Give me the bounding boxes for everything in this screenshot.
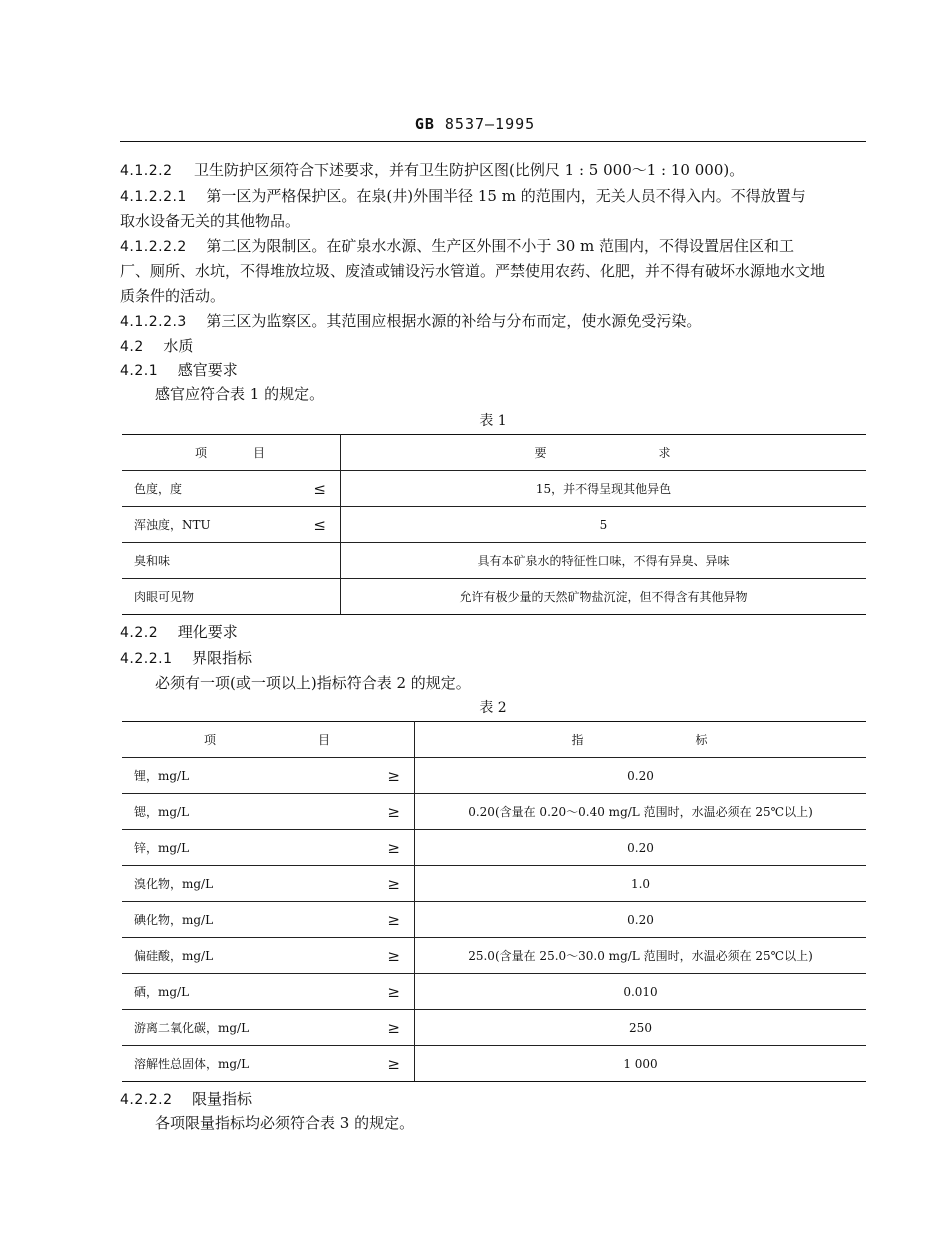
row-item: 偏硅酸，mg/L ≥ [122,938,415,974]
table-row [122,830,866,866]
row-item: 游离二氧化碳，mg/L ≥ [122,1010,415,1046]
row-value: 250 [415,1010,867,1046]
table-row [122,1010,866,1046]
document-header [0,115,950,133]
comparison-symbol: ≥ [387,1054,400,1073]
section-4-2-2 [120,619,870,646]
clause-number: 4.1.2.2.2 [120,239,187,255]
comparison-symbol: ≥ [387,874,400,893]
clause-text: 质条件的活动。 [120,287,226,305]
row-item: 锶，mg/L ≥ [122,794,415,830]
section-title: 限量指标 [192,1090,253,1108]
row-value: 0.20 [415,830,867,866]
clause-number: 4.1.2.2 [120,163,173,179]
clause-text: 第二区为限制区。在矿泉水水源、生产区外围不小于 30 m 范围内，不得设置居住区和工 [206,237,795,255]
row-value: 15，并不得呈现其他异色 [341,471,867,507]
header-indicator: 指 标 [415,722,867,758]
comparison-symbol: ≥ [387,946,400,965]
section-body: 必须有一项(或一项以上)指标符合表 2 的规定。 [155,674,471,692]
comparison-symbol: ≥ [387,1018,400,1037]
row-item: 肉眼可见物 [122,579,341,615]
clause-text: 卫生防护区须符合下述要求，并有卫生防护区图(比例尺 1 : 5 000～1 : 10 000)。 [194,161,745,179]
comparison-symbol: ≤ [313,479,326,498]
row-item: 锌，mg/L ≥ [122,830,415,866]
row-item: 锂，mg/L ≥ [122,758,415,794]
header-requirement: 要 求 [341,435,867,471]
comparison-symbol: ≤ [313,515,326,534]
table-row [122,471,866,507]
section-4-2-2-1 [120,645,870,672]
clause-4-1-2-2 [120,157,870,184]
row-item: 溶解性总固体，mg/L ≥ [122,1046,415,1082]
comparison-symbol: ≥ [387,982,400,1001]
row-value: 允许有极少量的天然矿物盐沉淀，但不得含有其他异物 [341,579,867,615]
table-2 [122,721,866,1082]
clause-continuation [120,283,870,309]
header-item: 项 目 [122,435,341,471]
clause-number: 4.2 [120,339,144,355]
clause-number: 4.2.2.2 [120,1092,173,1108]
table-header-row [122,722,866,758]
section-4-2-2-2 [120,1086,870,1113]
clause-continuation [120,258,870,284]
row-item: 溴化物，mg/L ≥ [122,866,415,902]
section-4-2-1 [120,357,870,384]
row-value: 1 000 [415,1046,867,1082]
row-item: 臭和味 [122,543,341,579]
comparison-symbol: ≥ [387,838,400,857]
table-row [122,974,866,1010]
section-title: 理化要求 [177,623,238,641]
row-item: 碘化物，mg/L ≥ [122,902,415,938]
clause-number: 4.1.2.2.1 [120,189,187,205]
row-value: 具有本矿泉水的特征性口味，不得有异臭、异味 [341,543,867,579]
clause-text: 第一区为严格保护区。在泉(井)外围半径 15 m 的范围内，无关人员不得入内。不得放置与 [206,187,806,205]
clause-number: 4.1.2.2.3 [120,314,187,330]
table-2-caption: 表 2 [479,700,507,716]
row-value: 0.20 [415,902,867,938]
row-item: 硒，mg/L ≥ [122,974,415,1010]
clause-4-1-2-2-1 [120,183,870,210]
header-rule [120,141,866,142]
clause-4-1-2-2-2 [120,233,870,260]
comparison-symbol: ≥ [387,766,400,785]
table-1 [122,434,866,615]
clause-number: 4.2.1 [120,363,159,379]
section-title: 界限指标 [192,649,253,667]
row-value: 0.20 [415,758,867,794]
row-item: 色度，度 ≤ [122,471,341,507]
table-row [122,507,866,543]
table-header-row [122,435,866,471]
table-row [122,902,866,938]
table-row [122,866,866,902]
section-body: 各项限量指标均必须符合表 3 的规定。 [155,1114,415,1132]
table-row [122,579,866,615]
comparison-symbol: ≥ [387,802,400,821]
header-item: 项 目 [122,722,415,758]
table-1-caption: 表 1 [479,413,507,429]
clause-number: 4.2.2.1 [120,651,173,667]
row-value: 0.010 [415,974,867,1010]
row-value: 1.0 [415,866,867,902]
clause-text: 第三区为监察区。其范围应根据水源的补给与分布而定，使水源免受污染。 [206,312,702,330]
table-row [122,1046,866,1082]
table-row [122,938,866,974]
table-row [122,543,866,579]
clause-text: 厂、厕所、水坑，不得堆放垃圾、废渣或铺设污水管道。严禁使用农药、化肥，并不得有破坏水源地水文地 [120,262,826,280]
row-item: 浑浊度，NTU ≤ [122,507,341,543]
clause-text: 取水设备无关的其他物品。 [120,212,301,230]
section-4-2 [120,333,870,360]
row-value: 0.20(含量在 0.20～0.40 mg/L 范围时，水温必须在 25℃以上) [415,794,867,830]
row-value: 5 [341,507,867,543]
section-title: 水质 [163,337,194,355]
table-row [122,794,866,830]
clause-4-1-2-2-3 [120,308,870,335]
section-title: 感官要求 [177,361,238,379]
standard-prefix: GB [414,115,435,133]
comparison-symbol: ≥ [387,910,400,929]
standard-code: 8537—1995 [444,115,536,133]
table-row [122,758,866,794]
clause-continuation [120,208,870,234]
row-value: 25.0(含量在 25.0～30.0 mg/L 范围时，水温必须在 25℃以上) [415,938,867,974]
clause-number: 4.2.2 [120,625,159,641]
section-body: 感官应符合表 1 的规定。 [155,385,325,403]
